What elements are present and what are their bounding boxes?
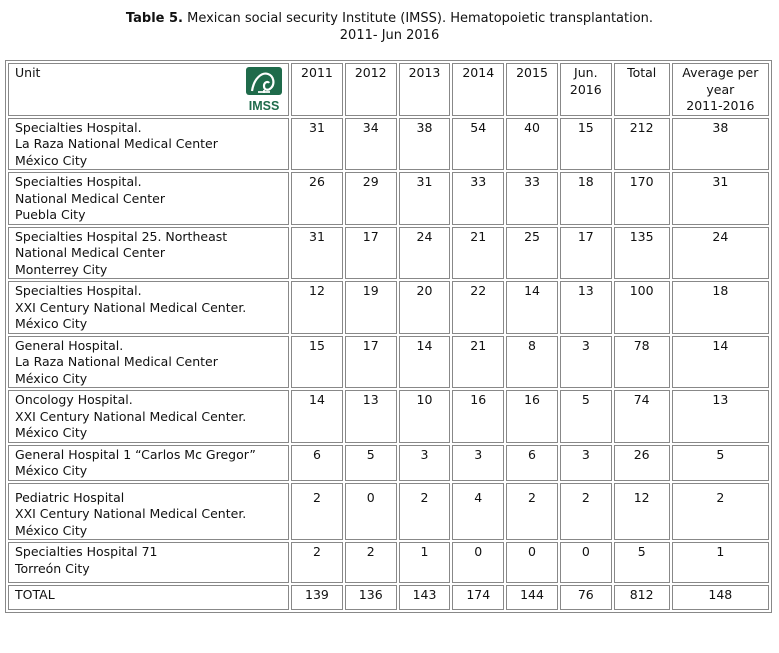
unit-line: Specialties Hospital 71 (15, 544, 158, 559)
unit-line: General Hospital 1 “Carlos Mc Gregor” (15, 446, 256, 462)
total-average-cell: 148 (672, 585, 769, 610)
header-year-2011: 2011 (291, 63, 343, 116)
total-row-label: TOTAL (8, 585, 289, 610)
average-cell: 5 (672, 445, 769, 481)
unit-line: Specialties Hospital. (15, 174, 142, 189)
unit-cell (8, 542, 289, 583)
header-average-line-1: Average per (682, 65, 759, 80)
table-wrapper (5, 60, 772, 613)
header-row (8, 63, 769, 116)
unit-cell (8, 227, 289, 280)
value-cell: 14 (399, 336, 451, 389)
value-cell: 1 (399, 542, 451, 583)
header-year-2012: 2012 (345, 63, 397, 116)
value-cell: 29 (345, 172, 397, 225)
total-cell: 26 (614, 445, 670, 481)
unit-line: General Hospital. (15, 337, 124, 353)
total-value-cell: 143 (399, 585, 451, 610)
value-cell: 40 (506, 118, 558, 171)
unit-line: XXI Century National Medical Center. (15, 506, 247, 521)
unit-cell (8, 172, 289, 225)
caption-line-1 (0, 10, 779, 27)
imss-logo-icon (244, 66, 284, 112)
grand-total-cell: 812 (614, 585, 670, 610)
total-row (8, 585, 769, 610)
value-cell: 3 (399, 445, 451, 481)
total-value-cell: 174 (452, 585, 504, 610)
value-cell: 4 (452, 483, 504, 541)
value-cell: 31 (291, 227, 343, 280)
value-cell: 24 (399, 227, 451, 280)
table-row (8, 281, 769, 334)
caption-line-2: 2011- Jun 2016 (339, 28, 440, 43)
table-row (8, 118, 769, 171)
header-average (672, 63, 769, 116)
unit-line: National Medical Center (15, 245, 165, 260)
value-cell: 3 (560, 336, 612, 389)
unit-cell (8, 281, 289, 334)
average-cell: 31 (672, 172, 769, 225)
value-cell: 38 (399, 118, 451, 171)
value-cell: 2 (506, 483, 558, 541)
average-cell: 18 (672, 281, 769, 334)
value-cell: 2 (291, 483, 343, 541)
value-cell: 22 (452, 281, 504, 334)
unit-cell (8, 390, 289, 443)
value-cell: 12 (291, 281, 343, 334)
value-cell: 8 (506, 336, 558, 389)
value-cell: 17 (560, 227, 612, 280)
caption-text: Mexican social security Institute (IMSS). Hematopoietic transplantation. (182, 11, 654, 26)
value-cell: 15 (560, 118, 612, 171)
unit-line: Torreón City (15, 560, 90, 576)
value-cell: 26 (291, 172, 343, 225)
average-cell: 1 (672, 542, 769, 583)
header-jun-line-2: 2016 (569, 81, 602, 97)
value-cell: 0 (452, 542, 504, 583)
unit-line: La Raza National Medical Center (15, 136, 218, 151)
total-cell: 74 (614, 390, 670, 443)
value-cell: 21 (452, 336, 504, 389)
value-cell: 33 (506, 172, 558, 225)
value-cell: 0 (506, 542, 558, 583)
unit-line: México City (15, 463, 88, 478)
header-unit: Unit (15, 65, 41, 80)
table-row (8, 336, 769, 389)
table-row (8, 227, 769, 280)
average-cell: 13 (672, 390, 769, 443)
header-year-2015: 2015 (506, 63, 558, 116)
value-cell: 17 (345, 227, 397, 280)
header-year-2013: 2013 (399, 63, 451, 116)
data-table (5, 60, 772, 613)
unit-cell (8, 483, 289, 541)
value-cell: 21 (452, 227, 504, 280)
value-cell: 6 (291, 445, 343, 481)
value-cell: 17 (345, 336, 397, 389)
total-cell: 12 (614, 483, 670, 541)
total-value-cell: 139 (291, 585, 343, 610)
total-value-cell: 76 (560, 585, 612, 610)
value-cell: 16 (506, 390, 558, 443)
header-unit-cell (8, 63, 289, 116)
table-row (8, 542, 769, 583)
unit-line: National Medical Center (15, 190, 165, 206)
logo-text: IMSS (248, 99, 280, 112)
unit-line: Pediatric Hospital (15, 489, 125, 505)
header-average-line-2: year (706, 81, 735, 97)
header-year-2014: 2014 (452, 63, 504, 116)
value-cell: 15 (291, 336, 343, 389)
value-cell: 20 (399, 281, 451, 334)
value-cell: 2 (345, 542, 397, 583)
total-cell: 78 (614, 336, 670, 389)
total-cell: 5 (614, 542, 670, 583)
header-total: Total (614, 63, 670, 116)
value-cell: 16 (452, 390, 504, 443)
value-cell: 2 (560, 483, 612, 541)
unit-cell (8, 445, 289, 481)
total-cell: 100 (614, 281, 670, 334)
unit-line: México City (15, 522, 88, 538)
unit-line: Specialties Hospital. (15, 283, 142, 298)
value-cell: 10 (399, 390, 451, 443)
header-average-line-3: 2011-2016 (686, 98, 755, 113)
value-cell: 18 (560, 172, 612, 225)
caption-label: Table 5. (125, 11, 183, 26)
average-cell: 14 (672, 336, 769, 389)
unit-line: México City (15, 152, 88, 168)
value-cell: 34 (345, 118, 397, 171)
unit-line: XXI Century National Medical Center. (15, 299, 247, 315)
value-cell: 25 (506, 227, 558, 280)
average-cell: 24 (672, 227, 769, 280)
total-cell: 135 (614, 227, 670, 280)
value-cell: 2 (291, 542, 343, 583)
table-row (8, 390, 769, 443)
total-cell: 212 (614, 118, 670, 171)
value-cell: 31 (399, 172, 451, 225)
unit-line: México City (15, 425, 88, 440)
unit-line: México City (15, 370, 88, 386)
average-cell: 2 (672, 483, 769, 541)
unit-cell (8, 118, 289, 171)
unit-line: Specialties Hospital 25. Northeast (15, 228, 228, 244)
table-caption (0, 10, 779, 44)
value-cell: 13 (560, 281, 612, 334)
value-cell: 13 (345, 390, 397, 443)
unit-line: Monterrey City (15, 261, 108, 277)
unit-line: Puebla City (15, 207, 86, 222)
value-cell: 33 (452, 172, 504, 225)
header-jun-line-1: Jun. (574, 65, 598, 80)
value-cell: 14 (291, 390, 343, 443)
total-value-cell: 144 (506, 585, 558, 610)
table-row (8, 483, 769, 541)
table-row (8, 445, 769, 481)
value-cell: 3 (560, 445, 612, 481)
value-cell: 0 (345, 483, 397, 541)
value-cell: 19 (345, 281, 397, 334)
value-cell: 0 (560, 542, 612, 583)
value-cell: 14 (506, 281, 558, 334)
unit-line: La Raza National Medical Center (15, 354, 218, 369)
unit-line: México City (15, 316, 88, 331)
unit-line: Oncology Hospital. (15, 392, 133, 407)
value-cell: 6 (506, 445, 558, 481)
total-cell: 170 (614, 172, 670, 225)
value-cell: 5 (345, 445, 397, 481)
value-cell: 31 (291, 118, 343, 171)
header-jun-2016 (560, 63, 612, 116)
total-value-cell: 136 (345, 585, 397, 610)
average-cell: 38 (672, 118, 769, 171)
value-cell: 3 (452, 445, 504, 481)
value-cell: 2 (399, 483, 451, 541)
unit-line: Specialties Hospital. (15, 119, 142, 135)
table-row (8, 172, 769, 225)
value-cell: 54 (452, 118, 504, 171)
unit-line: XXI Century National Medical Center. (15, 408, 247, 424)
value-cell: 5 (560, 390, 612, 443)
unit-cell (8, 336, 289, 389)
